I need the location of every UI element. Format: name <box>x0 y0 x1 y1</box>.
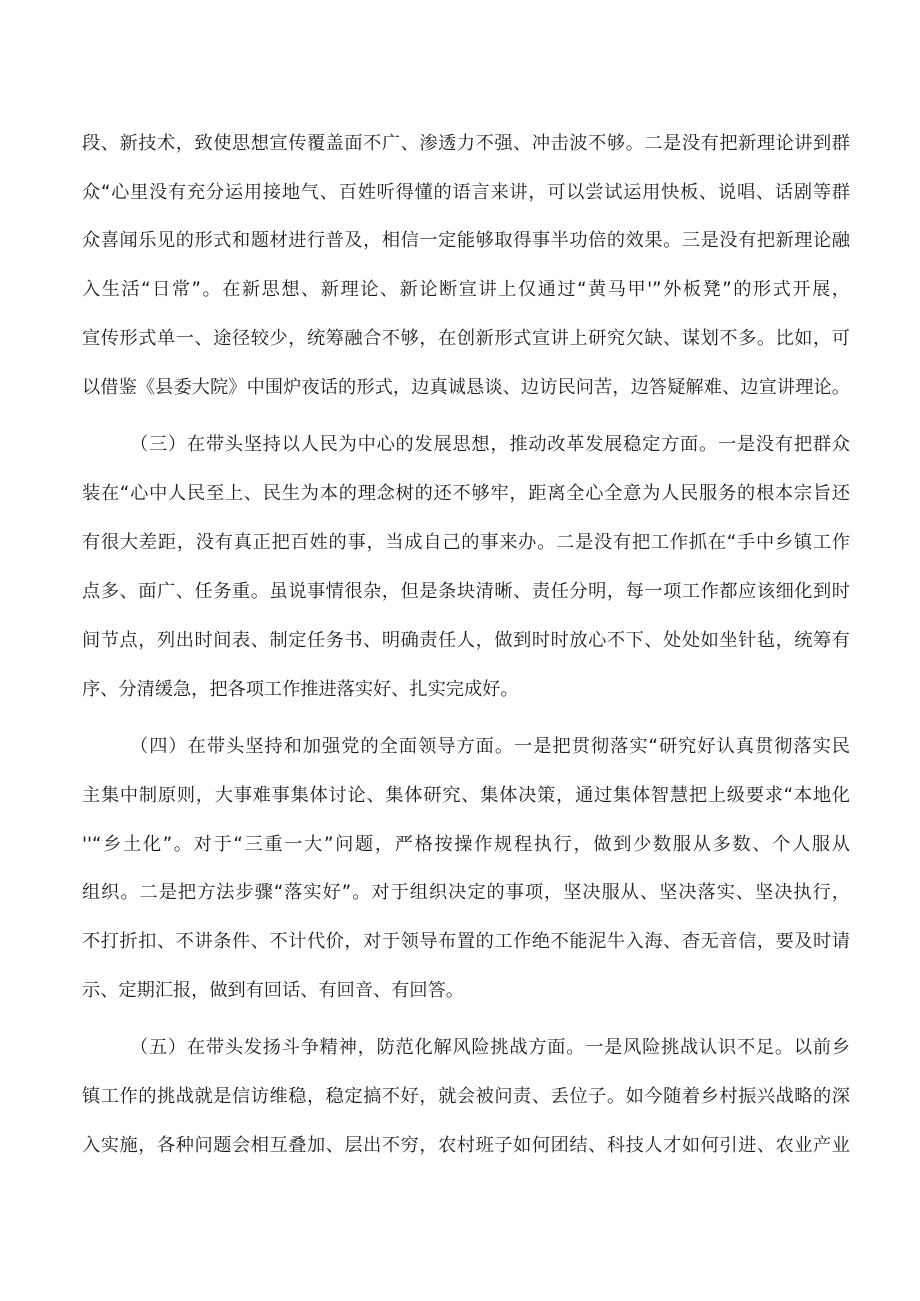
paragraph-line: 点多、面广、任务重。虽说事情很杂，但是条块清晰、责任分明，每一项工作都应该细化到时 <box>82 581 850 602</box>
paragraph-line: 装在“心中人民至上、民生为本的理念树的还不够牢，距离全心全意为人民服务的根本宗旨还 <box>82 483 850 504</box>
paragraph-line: 主集中制原则，大事难事集体讨论、集体研究、集体决策，通过集体智慧把上级要求“本地化 <box>82 785 850 806</box>
paragraph-line: 示、定期汇报，做到有回话、有回音、有回答。 <box>82 980 464 1001</box>
paragraph-line: 间节点，列出时间表、制定任务书、明确责任人，做到时时放心不下、处处如坐针毡，统筹有 <box>82 630 850 651</box>
paragraph-line: 入实施，各种问题会相互叠加、层出不穷，农村班子如何团结、科技人才如何引进、农业产业 <box>82 1135 850 1156</box>
paragraph-line: 不打折扣、不讲条件、不计代价，对于领导布置的工作绝不能泥牛入海、杳无音信，要及时请 <box>82 931 850 952</box>
paragraph-line: 序、分清缓急，把各项工作推进落实好、扎实完成好。 <box>82 679 519 700</box>
paragraph-line: 众喜闻乐见的形式和题材进行普及，相信一定能够取得事半功倍的效果。三是没有把新理论融 <box>82 230 850 251</box>
section-heading-4: （四）在带头坚持和加强党的全面领导方面。一是把贯彻落实“研究好认真贯彻落实民 <box>130 736 850 757</box>
paragraph-line: ''“乡土化”。对于“三重一大”问题，严格按操作规程执行，做到少数服从多数、个人服从 <box>82 834 850 855</box>
paragraph-line: 组织。二是把方法步骤“落实好”。对于组织决定的事项，坚决服从、坚决落实、坚决执行， <box>82 882 850 903</box>
paragraph-line: 众“心里没有充分运用接地气、百姓听得懂的语言来讲，可以尝试运用快板、说唱、话剧等群 <box>82 182 850 203</box>
paragraph-line: 有很大差距，没有真正把百姓的事，当成自己的事来办。二是没有把工作抓在“手中乡镇工作 <box>82 532 850 553</box>
paragraph-line: 入生活“日常”。在新思想、新理论、新论断宣讲上仅通过“黄马甲'”外板凳”的形式开展， <box>82 279 850 300</box>
paragraph-line: 宣传形式单一、途径较少，统筹融合不够，在创新形式宣讲上研究欠缺、谋划不多。比如，可 <box>82 328 850 349</box>
paragraph-line: 以借鉴《县委大院》中围炉夜话的形式，边真诚恳谈、边访民问苦，边答疑解难、边宣讲理论。 <box>82 377 850 398</box>
section-heading-3: （三）在带头坚持以人民为中心的发展思想，推动改革发展稳定方面。一是没有把群众 <box>130 434 850 455</box>
section-heading-5: （五）在带头发扬斗争精神，防范化解风险挑战方面。一是风险挑战认识不足。以前乡 <box>130 1037 850 1058</box>
paragraph-line: 段、新技术，致使思想宣传覆盖面不广、渗透力不强、冲击波不够。二是没有把新理论讲到群 <box>82 133 850 154</box>
paragraph-line: 镇工作的挑战就是信访维稳，稳定搞不好，就会被问责、丢位子。如今随着乡村振兴战略的深 <box>82 1086 850 1107</box>
